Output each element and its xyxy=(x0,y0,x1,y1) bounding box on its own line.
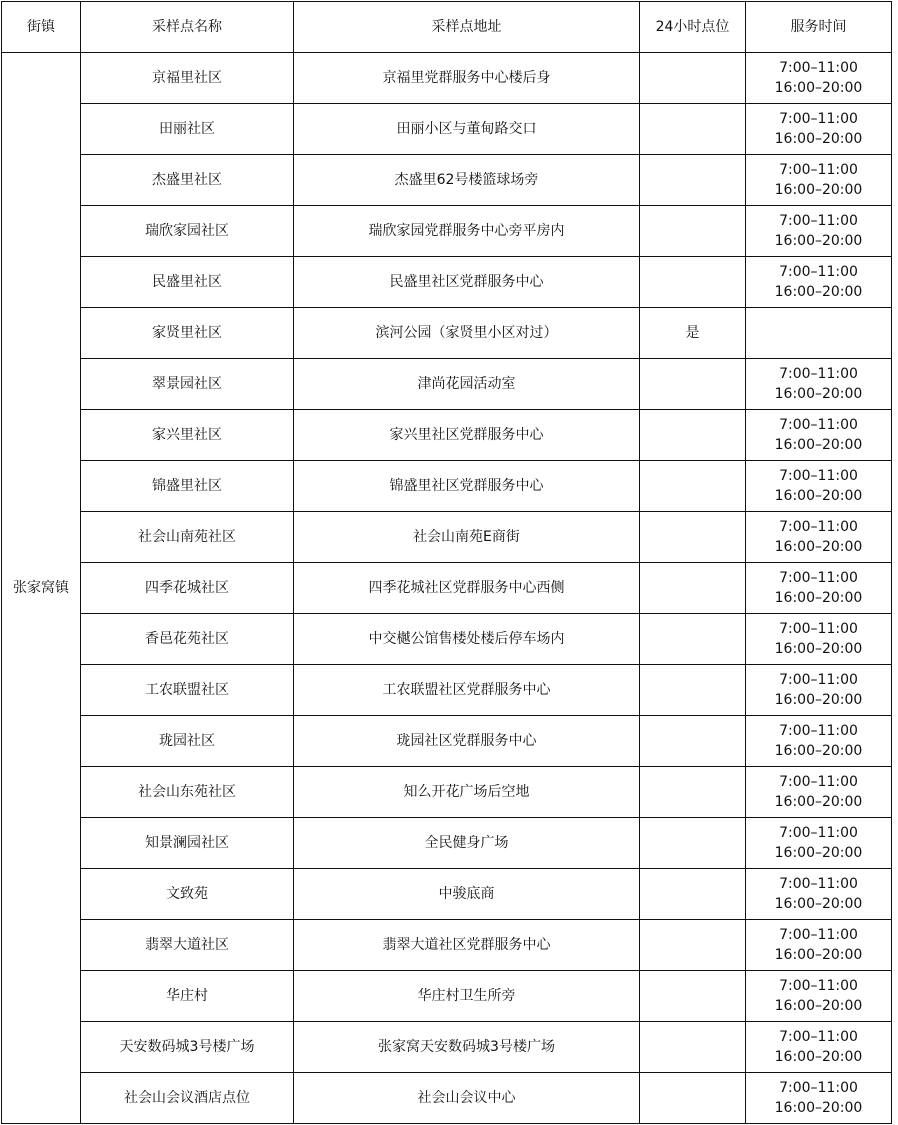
24h-cell xyxy=(640,563,746,614)
site-address-cell: 四季花城社区党群服务中心西侧 xyxy=(294,563,640,614)
table-row xyxy=(2,461,892,512)
site-address-cell: 翡翠大道社区党群服务中心 xyxy=(294,920,640,971)
site-name-cell: 社会山会议酒店点位 xyxy=(81,1073,294,1124)
morning-hours: 7:00–11:00 xyxy=(779,417,858,433)
24h-cell xyxy=(640,971,746,1022)
site-name-cell: 杰盛里社区 xyxy=(81,155,294,206)
site-address-cell: 社会山南苑E商街 xyxy=(294,512,640,563)
sampling-sites-table xyxy=(1,1,892,1124)
table-row xyxy=(2,1022,892,1073)
site-name-cell: 锦盛里社区 xyxy=(81,461,294,512)
morning-hours: 7:00–11:00 xyxy=(779,1080,858,1096)
site-name-cell: 翡翠大道社区 xyxy=(81,920,294,971)
afternoon-hours: 16:00–20:00 xyxy=(774,947,863,963)
24h-cell xyxy=(640,359,746,410)
site-name-cell: 民盛里社区 xyxy=(81,257,294,308)
table-row xyxy=(2,155,892,206)
24h-cell xyxy=(640,53,746,104)
morning-hours: 7:00–11:00 xyxy=(779,468,858,484)
morning-hours: 7:00–11:00 xyxy=(779,519,858,535)
24h-cell xyxy=(640,257,746,308)
service-hours-cell xyxy=(746,563,892,614)
afternoon-hours: 16:00–20:00 xyxy=(774,539,863,555)
table-row xyxy=(2,308,892,359)
morning-hours: 7:00–11:00 xyxy=(779,825,858,841)
afternoon-hours: 16:00–20:00 xyxy=(774,794,863,810)
site-name-cell: 家兴里社区 xyxy=(81,410,294,461)
table-row xyxy=(2,410,892,461)
site-name-cell: 知景澜园社区 xyxy=(81,818,294,869)
24h-cell xyxy=(640,614,746,665)
site-address-cell: 华庄村卫生所旁 xyxy=(294,971,640,1022)
site-name-cell: 工农联盟社区 xyxy=(81,665,294,716)
24h-cell xyxy=(640,206,746,257)
table-row xyxy=(2,920,892,971)
table-row xyxy=(2,563,892,614)
24h-cell xyxy=(640,410,746,461)
site-address-cell: 家兴里社区党群服务中心 xyxy=(294,410,640,461)
site-address-cell: 珑园社区党群服务中心 xyxy=(294,716,640,767)
morning-hours: 7:00–11:00 xyxy=(779,213,858,229)
service-hours-cell xyxy=(746,53,892,104)
afternoon-hours: 16:00–20:00 xyxy=(774,488,863,504)
morning-hours: 7:00–11:00 xyxy=(779,1029,858,1045)
table-row xyxy=(2,1073,892,1124)
service-hours-cell xyxy=(746,869,892,920)
site-address-cell: 瑞欣家园党群服务中心旁平房内 xyxy=(294,206,640,257)
afternoon-hours: 16:00–20:00 xyxy=(774,845,863,861)
header-24h: 24小时点位 xyxy=(640,2,746,53)
24h-cell xyxy=(640,512,746,563)
afternoon-hours: 16:00–20:00 xyxy=(774,896,863,912)
table-row xyxy=(2,869,892,920)
afternoon-hours: 16:00–20:00 xyxy=(774,80,863,96)
service-hours-cell xyxy=(746,512,892,563)
morning-hours: 7:00–11:00 xyxy=(779,723,858,739)
service-hours-cell xyxy=(746,206,892,257)
service-hours-cell xyxy=(746,716,892,767)
24h-cell: 是 xyxy=(640,308,746,359)
town-cell: 张家窝镇 xyxy=(2,53,81,1124)
morning-hours: 7:00–11:00 xyxy=(779,621,858,637)
table-row xyxy=(2,716,892,767)
afternoon-hours: 16:00–20:00 xyxy=(774,284,863,300)
24h-cell xyxy=(640,461,746,512)
morning-hours: 7:00–11:00 xyxy=(779,366,858,382)
site-name-cell: 文致苑 xyxy=(81,869,294,920)
service-hours-cell xyxy=(746,308,892,359)
table-row xyxy=(2,512,892,563)
table-row xyxy=(2,104,892,155)
site-address-cell: 民盛里社区党群服务中心 xyxy=(294,257,640,308)
service-hours-cell xyxy=(746,104,892,155)
morning-hours: 7:00–11:00 xyxy=(779,672,858,688)
afternoon-hours: 16:00–20:00 xyxy=(774,437,863,453)
service-hours-cell xyxy=(746,920,892,971)
table-row xyxy=(2,614,892,665)
morning-hours: 7:00–11:00 xyxy=(779,927,858,943)
24h-cell xyxy=(640,767,746,818)
24h-cell xyxy=(640,716,746,767)
table-row xyxy=(2,767,892,818)
site-name-cell: 翠景园社区 xyxy=(81,359,294,410)
24h-cell xyxy=(640,1022,746,1073)
24h-cell xyxy=(640,920,746,971)
morning-hours: 7:00–11:00 xyxy=(779,876,858,892)
service-hours-cell xyxy=(746,665,892,716)
morning-hours: 7:00–11:00 xyxy=(779,774,858,790)
header-town: 街镇 xyxy=(2,2,81,53)
afternoon-hours: 16:00–20:00 xyxy=(774,641,863,657)
site-address-cell: 滨河公园（家贤里小区对过） xyxy=(294,308,640,359)
header-site-name: 采样点名称 xyxy=(81,2,294,53)
24h-cell xyxy=(640,818,746,869)
morning-hours: 7:00–11:00 xyxy=(779,60,858,76)
service-hours-cell xyxy=(746,1073,892,1124)
site-name-cell: 社会山东苑社区 xyxy=(81,767,294,818)
24h-cell xyxy=(640,665,746,716)
table-row xyxy=(2,818,892,869)
site-name-cell: 天安数码城3号楼广场 xyxy=(81,1022,294,1073)
site-name-cell: 家贤里社区 xyxy=(81,308,294,359)
service-hours-cell xyxy=(746,410,892,461)
service-hours-cell xyxy=(746,818,892,869)
table-body xyxy=(2,53,892,1124)
afternoon-hours: 16:00–20:00 xyxy=(774,386,863,402)
site-address-cell: 社会山会议中心 xyxy=(294,1073,640,1124)
morning-hours: 7:00–11:00 xyxy=(779,111,858,127)
site-address-cell: 中交樾公馆售楼处楼后停车场内 xyxy=(294,614,640,665)
24h-cell xyxy=(640,869,746,920)
morning-hours: 7:00–11:00 xyxy=(779,264,858,280)
table-header-row xyxy=(2,2,892,53)
morning-hours: 7:00–11:00 xyxy=(779,162,858,178)
site-address-cell: 全民健身广场 xyxy=(294,818,640,869)
site-address-cell: 工农联盟社区党群服务中心 xyxy=(294,665,640,716)
site-address-cell: 中骏底商 xyxy=(294,869,640,920)
service-hours-cell xyxy=(746,461,892,512)
morning-hours: 7:00–11:00 xyxy=(779,978,858,994)
site-address-cell: 知么开花广场后空地 xyxy=(294,767,640,818)
table-row xyxy=(2,206,892,257)
site-address-cell: 津尚花园活动室 xyxy=(294,359,640,410)
afternoon-hours: 16:00–20:00 xyxy=(774,131,863,147)
service-hours-cell xyxy=(746,359,892,410)
morning-hours: 7:00–11:00 xyxy=(779,570,858,586)
site-address-cell: 田丽小区与董甸路交口 xyxy=(294,104,640,155)
header-site-address: 采样点地址 xyxy=(294,2,640,53)
site-name-cell: 四季花城社区 xyxy=(81,563,294,614)
table-row xyxy=(2,257,892,308)
afternoon-hours: 16:00–20:00 xyxy=(774,998,863,1014)
afternoon-hours: 16:00–20:00 xyxy=(774,743,863,759)
site-name-cell: 京福里社区 xyxy=(81,53,294,104)
header-service-hours: 服务时间 xyxy=(746,2,892,53)
table-row xyxy=(2,53,892,104)
service-hours-cell xyxy=(746,614,892,665)
service-hours-cell xyxy=(746,155,892,206)
afternoon-hours: 16:00–20:00 xyxy=(774,590,863,606)
site-address-cell: 张家窝天安数码城3号楼广场 xyxy=(294,1022,640,1073)
afternoon-hours: 16:00–20:00 xyxy=(774,182,863,198)
site-address-cell: 锦盛里社区党群服务中心 xyxy=(294,461,640,512)
afternoon-hours: 16:00–20:00 xyxy=(774,233,863,249)
table-row xyxy=(2,665,892,716)
table-row xyxy=(2,971,892,1022)
site-name-cell: 瑞欣家园社区 xyxy=(81,206,294,257)
service-hours-cell xyxy=(746,971,892,1022)
afternoon-hours: 16:00–20:00 xyxy=(774,692,863,708)
table-row xyxy=(2,359,892,410)
site-address-cell: 京福里党群服务中心楼后身 xyxy=(294,53,640,104)
service-hours-cell xyxy=(746,1022,892,1073)
24h-cell xyxy=(640,155,746,206)
site-address-cell: 杰盛里62号楼篮球场旁 xyxy=(294,155,640,206)
afternoon-hours: 16:00–20:00 xyxy=(774,1100,863,1116)
service-hours-cell xyxy=(746,257,892,308)
afternoon-hours: 16:00–20:00 xyxy=(774,1049,863,1065)
site-name-cell: 珑园社区 xyxy=(81,716,294,767)
service-hours-cell xyxy=(746,767,892,818)
site-name-cell: 香邑花苑社区 xyxy=(81,614,294,665)
site-name-cell: 社会山南苑社区 xyxy=(81,512,294,563)
site-name-cell: 华庄村 xyxy=(81,971,294,1022)
24h-cell xyxy=(640,104,746,155)
site-name-cell: 田丽社区 xyxy=(81,104,294,155)
24h-cell xyxy=(640,1073,746,1124)
